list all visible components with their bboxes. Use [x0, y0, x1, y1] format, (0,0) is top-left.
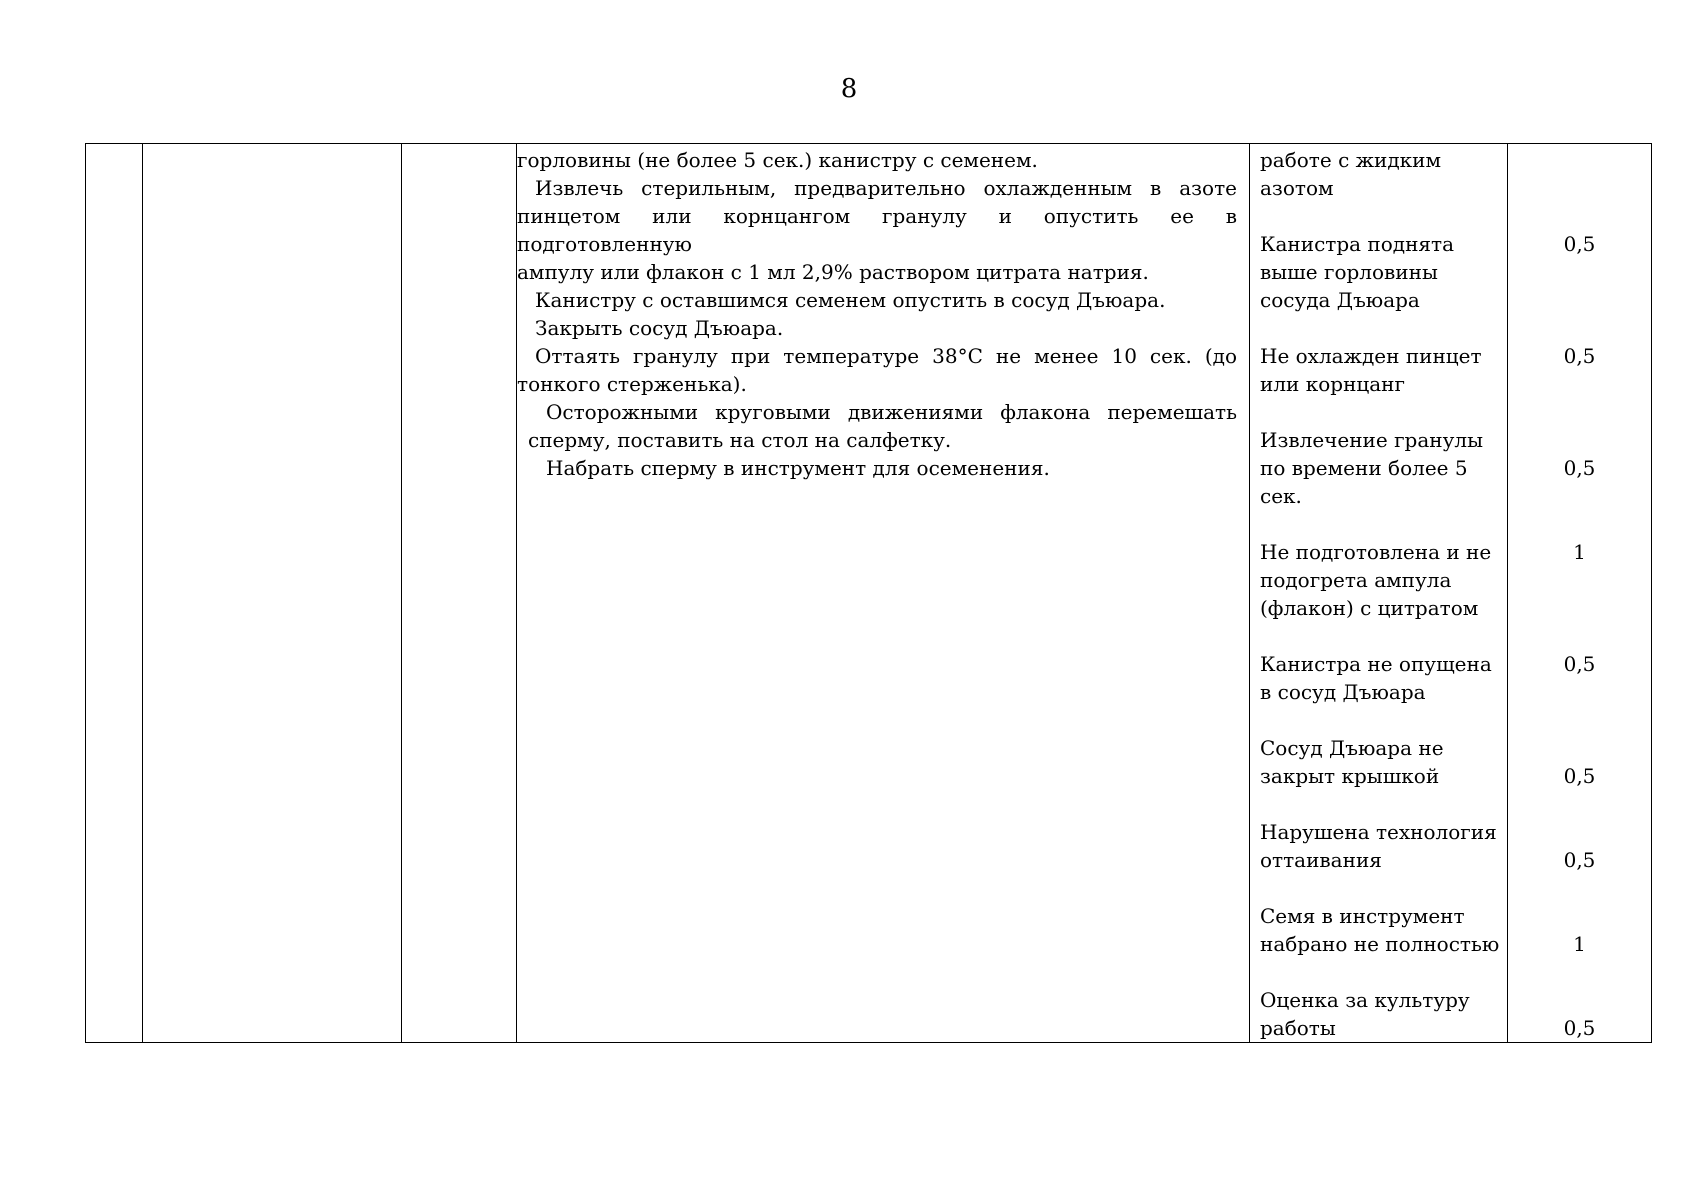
- criterion-item: Сосуд Дъюара не закрыт крышкой: [1260, 736, 1444, 788]
- criteria-cell: [1250, 144, 1508, 1043]
- criterion-item: Не подготовлена и не подогрета ампула (флакон) с цитратом: [1260, 540, 1492, 620]
- score-value: 0,5: [1563, 1016, 1596, 1040]
- instruction-line: Закрыть сосуд Дъюара.: [535, 316, 784, 340]
- score-value: 1: [1573, 540, 1586, 564]
- instructions-cell: [517, 144, 1250, 1043]
- score-column: [1508, 146, 1651, 1038]
- instruction-line: Канистру с оставшимся семенем опустить в сосуд Дъюара.: [535, 288, 1166, 312]
- score-value: 0,5: [1563, 764, 1596, 788]
- score-value: 0,5: [1563, 848, 1596, 872]
- instruction-line: горловины (не более 5 сек.) канистру с семенем.: [517, 148, 1038, 172]
- score-value: 0,5: [1563, 232, 1596, 256]
- instruction-line: тонкого стерженька).: [517, 372, 747, 396]
- criterion-item: Оценка за культуру работы: [1260, 988, 1470, 1040]
- instruction-line: ампулу или флакон с 1 мл 2,9% раствором цитрата натрия.: [517, 260, 1149, 284]
- score-value: 0,5: [1563, 344, 1596, 368]
- criterion-item: Не охлажден пинцет или корнцанг: [1260, 344, 1482, 396]
- criterion-item: работе с жидким азотом: [1260, 148, 1442, 200]
- extra-cell: [402, 144, 517, 1043]
- assessment-table: [85, 143, 1652, 1043]
- score-value: 1: [1573, 932, 1586, 956]
- criterion-item: Семя в инструмент набрано не полностью: [1260, 904, 1500, 956]
- criterion-item: Нарушена технология оттаивания: [1260, 820, 1497, 872]
- score-value: 0,5: [1563, 652, 1596, 676]
- criterion-item: Канистра не опущена в сосуд Дъюара: [1260, 652, 1492, 704]
- instruction-line: Оттаять гранулу при температуре 38°С не менее 10 сек. (до: [535, 344, 1237, 368]
- page-number: 8: [840, 74, 858, 104]
- score-value: 0,5: [1563, 456, 1596, 480]
- table-row: [86, 144, 1652, 1043]
- score-cell: [1508, 144, 1652, 1043]
- instruction-line: сперму, поставить на стол на салфетку.: [528, 428, 952, 452]
- criterion-item: Канистра поднята выше горловины сосуда Дъюара: [1260, 232, 1455, 312]
- number-cell: [86, 144, 143, 1043]
- instruction-line: пинцетом или корнцангом гранулу и опустить ее в подготовленную: [517, 204, 1237, 256]
- stage-cell: [143, 144, 402, 1043]
- instruction-line: Набрать сперму в инструмент для осеменения.: [546, 456, 1050, 480]
- instruction-line: Осторожными круговыми движениями флакона перемешать: [546, 400, 1237, 424]
- criterion-item: Извлечение гранулы по времени более 5 сек.: [1260, 428, 1483, 508]
- instruction-line: Извлечь стерильным, предварительно охлажденным в азоте: [535, 176, 1237, 200]
